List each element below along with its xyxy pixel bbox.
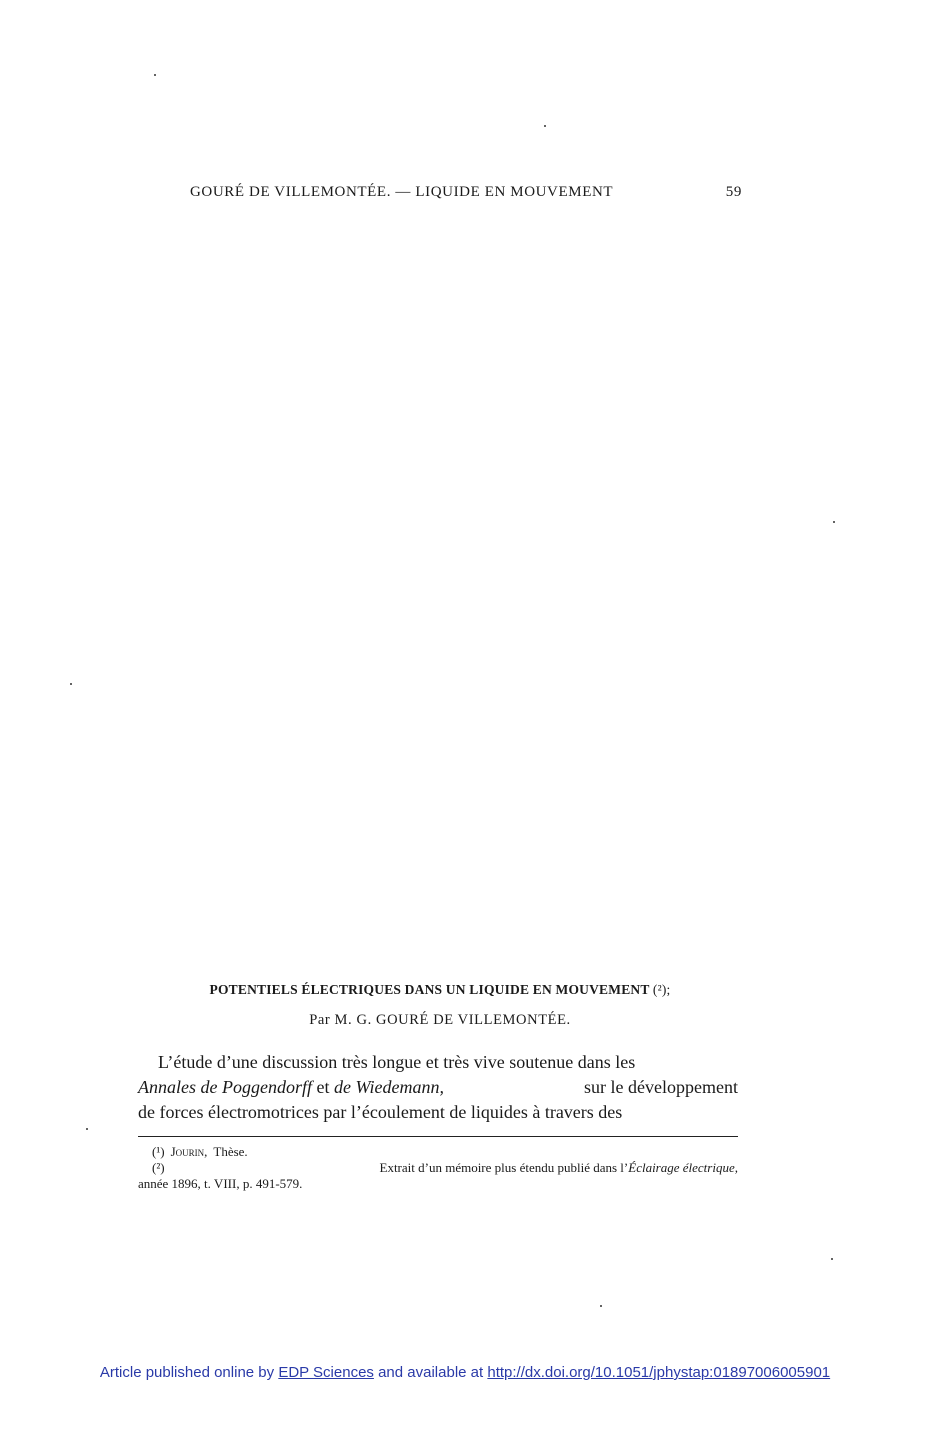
- footnote-1-text: Thèse.: [213, 1144, 248, 1159]
- scan-speck: [600, 1305, 602, 1307]
- article-byline: Par M. G. GOURÉ DE VILLEMONTÉE.: [309, 1012, 571, 1028]
- scan-speck: [70, 683, 72, 685]
- footnote-2-line2: année 1896, t. VIII, p. 491-579.: [138, 1176, 303, 1191]
- running-head-title: GOURÉ DE VILLEMONTÉE. — LIQUIDE EN MOUVEMENT: [190, 184, 614, 200]
- scan-speck: [86, 1128, 88, 1130]
- scan-speck: [833, 521, 835, 523]
- footnote-2: [138, 1160, 738, 1176]
- body-line-2-rest: sur le développement: [584, 1077, 738, 1097]
- running-head: [190, 184, 742, 201]
- doi-link[interactable]: http://dx.doi.org/10.1051/jphystap:01897006005901: [487, 1364, 831, 1381]
- body-line: [138, 1075, 738, 1100]
- scan-speck: [154, 74, 156, 76]
- footnote-1-marker: (¹): [152, 1144, 165, 1159]
- footnotes: [138, 1144, 738, 1192]
- publisher-link[interactable]: EDP Sciences: [278, 1364, 374, 1381]
- body-line-1: L’étude d’une discussion très longue et très vive soutenue dans les: [158, 1052, 636, 1072]
- footnote-rule: [138, 1136, 738, 1137]
- scan-speck: [831, 1258, 833, 1260]
- footnote-2-continued: [138, 1176, 738, 1192]
- footnote-2-main: Extrait d’un mémoire plus étendu publié dans l’: [379, 1160, 629, 1175]
- journal-name-a: Annales de Poggendorff: [138, 1077, 312, 1097]
- body-line-3: de forces électromotrices par l’écoulement de liquides à travers des: [138, 1102, 623, 1122]
- body-line-2a: [138, 1075, 444, 1100]
- article-title: [0, 982, 880, 998]
- footnote-1-author: Jourin,: [170, 1144, 208, 1159]
- body-line: [138, 1050, 738, 1075]
- scan-speck: [544, 125, 546, 127]
- footnote-1: [138, 1144, 738, 1160]
- publication-footer: [0, 1364, 930, 1381]
- body-line-2-mid: et: [316, 1077, 330, 1097]
- body-line: [138, 1100, 738, 1125]
- article-body: [138, 1050, 738, 1125]
- footer-middle: and available at: [378, 1364, 484, 1381]
- footer-prefix: Article published online by: [99, 1364, 275, 1381]
- journal-name-b: de Wiedemann,: [333, 1077, 444, 1097]
- page-number: 59: [725, 184, 742, 200]
- footnote-2-marker: (²): [152, 1160, 165, 1175]
- footnote-2-text: [380, 1160, 739, 1176]
- footnote-2-italic: Éclairage électrique,: [628, 1160, 738, 1175]
- article-title-text: POTENTIELS ÉLECTRIQUES DANS UN LIQUIDE EN MOUVEMENT: [209, 982, 650, 997]
- article-title-note: (²);: [652, 982, 671, 997]
